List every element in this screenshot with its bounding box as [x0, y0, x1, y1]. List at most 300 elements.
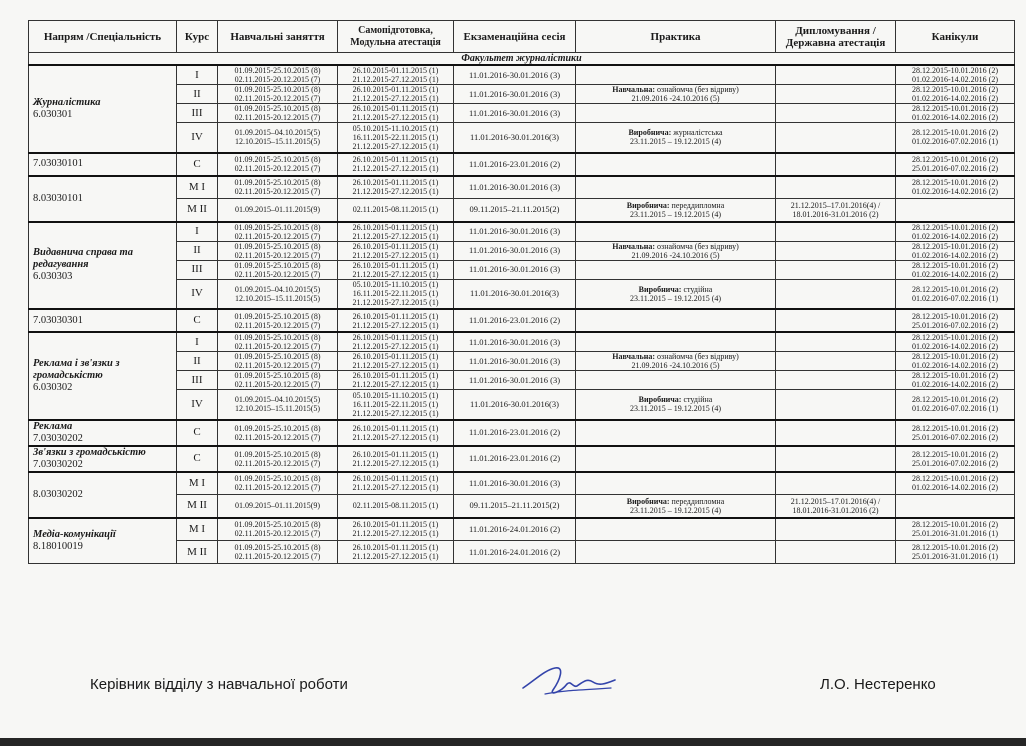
direction-name: Журналістика	[33, 96, 101, 108]
selfstudy-cell	[338, 279, 454, 309]
direction-cell	[29, 153, 177, 176]
selfstudy-cell	[338, 65, 454, 85]
cell-line: 01.02.2016-07.02.2016 (1)	[912, 293, 998, 303]
exam-cell: 11.01.2016-30.01.2016 (3)	[454, 241, 576, 260]
practice-kind: ознайомча (без відриву)	[657, 241, 739, 251]
cell-line: 01.09.2015–04.10.2015(5)	[234, 284, 321, 294]
selfstudy-cell	[338, 495, 454, 518]
signature-icon	[515, 660, 625, 702]
practice-cell	[576, 541, 776, 564]
holidays-cell	[896, 352, 1015, 371]
holidays-cell	[896, 446, 1015, 472]
cell-line: 16.11.2015-22.11.2015 (1)	[352, 289, 439, 299]
classes-cell	[218, 390, 338, 420]
practice-type: Навчальна:	[612, 352, 656, 361]
course-cell: II	[177, 241, 218, 260]
practice-cell	[576, 446, 776, 472]
classes-cell	[218, 371, 338, 390]
diploma-cell	[776, 65, 896, 85]
selfstudy-cell	[338, 541, 454, 564]
diploma-cell	[776, 518, 896, 541]
diploma-cell	[776, 153, 896, 176]
cell-line: 21.12.2015–17.01.2016(4) /	[790, 496, 881, 506]
cell-line: 25.01.2016-07.02.2016 (2)	[912, 432, 998, 442]
practice-cell	[576, 199, 776, 222]
diploma-cell	[776, 104, 896, 123]
cell-line: 12.10.2015–15.11.2015(5)	[234, 137, 321, 147]
practice-type: Виробнича:	[626, 200, 670, 210]
classes-cell	[218, 279, 338, 309]
selfstudy-cell	[338, 176, 454, 199]
direction-name: Видавнича справа та редагування	[33, 247, 133, 271]
schedule-document	[28, 20, 1014, 564]
table-row	[29, 518, 1015, 541]
cell-line: 01.09.2015-25.10.2015 (8)	[234, 66, 321, 75]
practice-cell	[576, 65, 776, 85]
practice-type: Виробнича:	[628, 128, 672, 138]
scan-edge-bar	[0, 738, 1026, 746]
cell-line: 28.12.2015-10.01.2016 (2)	[912, 311, 998, 321]
selfstudy-cell	[338, 222, 454, 242]
cell-line: 26.10.2015-01.11.2015 (1)	[352, 241, 439, 251]
schedule-table	[28, 20, 1015, 564]
classes-cell	[218, 495, 338, 518]
classes-cell	[218, 104, 338, 123]
selfstudy-cell	[338, 153, 454, 176]
selfstudy-cell	[338, 199, 454, 222]
cell-line: 21.12.2015-27.12.2015 (1)	[352, 361, 439, 370]
direction-cell	[29, 446, 177, 472]
direction-name: Реклама і зв'язки з громадськістю	[33, 357, 120, 381]
direction-cell	[29, 222, 177, 310]
cell-line: 26.10.2015-01.11.2015 (1)	[352, 178, 439, 188]
direction-code: 7.03030101	[33, 158, 83, 169]
table-row	[29, 153, 1015, 176]
course-cell: С	[177, 446, 218, 472]
direction-code: 8.03030101	[33, 192, 83, 204]
classes-cell	[218, 472, 338, 495]
practice-type: Виробнича:	[626, 496, 670, 506]
cell-line: 01.02.2016-14.02.2016 (2)	[912, 250, 998, 260]
exam-cell: 11.01.2016-30.01.2016 (3)	[454, 332, 576, 352]
practice-cell	[576, 309, 776, 332]
holidays-cell	[896, 260, 1015, 279]
diploma-cell	[776, 85, 896, 104]
exam-cell: 09.11.2015–21.11.2015(2)	[454, 199, 576, 222]
table-row	[29, 65, 1015, 85]
practice-cell	[576, 176, 776, 199]
practice-dates: 21.09.2016 -24.10.2016 (5)	[631, 250, 720, 260]
cell-line: 25.01.2016-07.02.2016 (2)	[912, 458, 998, 468]
course-cell: I	[177, 332, 218, 352]
cell-line: 05.10.2015-11.10.2015 (1)	[352, 390, 439, 400]
cell-line: 21.12.2015-27.12.2015 (1)	[352, 380, 439, 389]
cell-line: 01.09.2015-25.10.2015 (8)	[234, 543, 321, 552]
cell-line: 02.11.2015-20.12.2015 (7)	[234, 94, 321, 103]
header-classes: Навчальні заняття	[218, 21, 338, 53]
exam-cell: 11.01.2016-30.01.2016(3)	[454, 123, 576, 153]
diploma-cell	[776, 332, 896, 352]
cell-line: 26.10.2015-01.11.2015 (1)	[352, 449, 439, 459]
selfstudy-cell	[338, 518, 454, 541]
diploma-cell	[776, 199, 896, 222]
cell-line: 28.12.2015-10.01.2016 (2)	[912, 449, 998, 459]
cell-line: 26.10.2015-01.11.2015 (1)	[352, 352, 439, 361]
selfstudy-cell	[338, 420, 454, 446]
cell-line: 01.09.2015–01.11.2015(9)	[234, 205, 321, 215]
cell-line: 16.11.2015-22.11.2015 (1)	[352, 132, 439, 142]
cell-line: 01.09.2015–01.11.2015(9)	[234, 501, 321, 511]
cell-line: 28.12.2015-10.01.2016 (2)	[912, 155, 998, 164]
diploma-cell	[776, 176, 896, 199]
schedule-body	[29, 65, 1015, 564]
exam-cell: 11.01.2016-30.01.2016 (3)	[454, 222, 576, 242]
faculty-title: Факультет журналістики	[29, 53, 1015, 66]
course-cell: М ІІ	[177, 495, 218, 518]
exam-cell: 11.01.2016-30.01.2016 (3)	[454, 371, 576, 390]
header-diploma: Дипломування / Державна атестація	[776, 21, 896, 53]
holidays-cell	[896, 420, 1015, 446]
cell-line: 01.02.2016-14.02.2016 (2)	[912, 483, 998, 493]
cell-line: 28.12.2015-10.01.2016 (2)	[912, 104, 998, 113]
cell-line: 26.10.2015-01.11.2015 (1)	[352, 474, 439, 484]
table-row	[29, 279, 1015, 309]
course-cell: М І	[177, 176, 218, 199]
table-row	[29, 332, 1015, 352]
direction-cell	[29, 420, 177, 446]
cell-line: 25.01.2016-31.01.2016 (1)	[912, 529, 998, 539]
practice-kind: ознайомча (без відриву)	[657, 352, 739, 361]
classes-cell	[218, 153, 338, 176]
table-row	[29, 309, 1015, 332]
holidays-cell	[896, 332, 1015, 352]
cell-line: 01.09.2015-25.10.2015 (8)	[234, 333, 321, 342]
exam-cell: 11.01.2016-30.01.2016(3)	[454, 279, 576, 309]
cell-line: 01.09.2015-25.10.2015 (8)	[234, 104, 321, 113]
direction-cell	[29, 176, 177, 222]
diploma-cell	[776, 390, 896, 420]
header-holidays: Канікули	[896, 21, 1015, 53]
classes-cell	[218, 446, 338, 472]
cell-line: 25.01.2016-07.02.2016 (2)	[912, 164, 998, 173]
course-cell: I	[177, 222, 218, 242]
selfstudy-cell	[338, 371, 454, 390]
cell-line: 18.01.2016-31.01.2016 (2)	[792, 209, 879, 219]
cell-line: 02.11.2015-20.12.2015 (7)	[234, 75, 321, 84]
header-course: Курс	[177, 21, 218, 53]
practice-cell	[576, 390, 776, 420]
cell-line: 21.12.2015-27.12.2015 (1)	[352, 529, 439, 539]
cell-line: 21.12.2015-27.12.2015 (1)	[352, 164, 439, 173]
classes-cell	[218, 260, 338, 279]
course-cell: II	[177, 85, 218, 104]
cell-line: 02.11.2015-20.12.2015 (7)	[234, 231, 321, 241]
diploma-cell	[776, 420, 896, 446]
table-row	[29, 390, 1015, 420]
direction-name: Реклама	[33, 420, 73, 432]
practice-cell	[576, 495, 776, 518]
footer-position: Керівник відділу з навчальної роботи	[90, 676, 348, 693]
course-cell: С	[177, 420, 218, 446]
classes-cell	[218, 176, 338, 199]
cell-line: 28.12.2015-10.01.2016 (2)	[912, 333, 998, 342]
cell-line: 28.12.2015-10.01.2016 (2)	[912, 128, 998, 138]
cell-line: 28.12.2015-10.01.2016 (2)	[912, 260, 998, 270]
holidays-cell	[896, 495, 1015, 518]
cell-line: 28.12.2015-10.01.2016 (2)	[912, 423, 998, 433]
selfstudy-cell	[338, 85, 454, 104]
holidays-cell	[896, 309, 1015, 332]
diploma-cell	[776, 260, 896, 279]
classes-cell	[218, 85, 338, 104]
cell-line: 26.10.2015-01.11.2015 (1)	[352, 371, 439, 380]
cell-line: 21.12.2015-27.12.2015 (1)	[352, 94, 439, 103]
practice-type: Навчальна:	[612, 85, 656, 94]
direction-cell	[29, 332, 177, 420]
cell-line: 02.11.2015-20.12.2015 (7)	[234, 113, 321, 122]
cell-line: 21.12.2015-27.12.2015 (1)	[352, 187, 439, 197]
cell-line: 02.11.2015-20.12.2015 (7)	[234, 432, 321, 442]
cell-line: 02.11.2015-20.12.2015 (7)	[234, 361, 321, 370]
header-exam: Екзаменаційна сесія	[454, 21, 576, 53]
classes-cell	[218, 420, 338, 446]
cell-line: 12.10.2015–15.11.2015(5)	[234, 404, 321, 414]
cell-line: 01.09.2015-25.10.2015 (8)	[234, 85, 321, 94]
holidays-cell	[896, 371, 1015, 390]
holidays-cell	[896, 153, 1015, 176]
exam-cell: 11.01.2016-23.01.2016 (2)	[454, 446, 576, 472]
course-cell: М І	[177, 518, 218, 541]
cell-line: 28.12.2015-10.01.2016 (2)	[912, 241, 998, 251]
holidays-cell	[896, 85, 1015, 104]
exam-cell: 11.01.2016-23.01.2016 (2)	[454, 309, 576, 332]
diploma-cell	[776, 309, 896, 332]
selfstudy-cell	[338, 390, 454, 420]
cell-line: 21.12.2015-27.12.2015 (1)	[352, 141, 439, 151]
cell-line: 28.12.2015-10.01.2016 (2)	[912, 543, 998, 552]
cell-line: 01.09.2015–04.10.2015(5)	[234, 395, 321, 405]
cell-line: 01.09.2015-25.10.2015 (8)	[234, 260, 321, 270]
cell-line: 01.02.2016-14.02.2016 (2)	[912, 113, 998, 122]
cell-line: 21.12.2015-27.12.2015 (1)	[352, 483, 439, 493]
holidays-cell	[896, 518, 1015, 541]
table-row	[29, 371, 1015, 390]
selfstudy-cell	[338, 352, 454, 371]
diploma-cell	[776, 371, 896, 390]
practice-kind: переддипломна	[671, 200, 725, 210]
diploma-cell	[776, 495, 896, 518]
practice-kind: переддипломна	[671, 496, 725, 506]
cell-line: 26.10.2015-01.11.2015 (1)	[352, 155, 439, 164]
selfstudy-cell	[338, 332, 454, 352]
selfstudy-cell	[338, 309, 454, 332]
diploma-cell	[776, 446, 896, 472]
cell-line: 02.11.2015-20.12.2015 (7)	[234, 269, 321, 279]
footer	[0, 672, 1026, 702]
cell-line: 01.02.2016-14.02.2016 (2)	[912, 342, 998, 351]
classes-cell	[218, 541, 338, 564]
cell-line: 02.11.2015-20.12.2015 (7)	[234, 483, 321, 493]
direction-cell	[29, 65, 177, 153]
practice-type: Виробнича:	[638, 284, 682, 294]
direction-name: Зв'язки з громадськістю	[33, 446, 146, 458]
cell-line: 25.01.2016-31.01.2016 (1)	[912, 552, 998, 561]
table-row	[29, 241, 1015, 260]
direction-code: 6.030301	[33, 108, 73, 120]
exam-cell: 11.01.2016-30.01.2016 (3)	[454, 260, 576, 279]
cell-line: 02.11.2015-20.12.2015 (7)	[234, 187, 321, 197]
cell-line: 01.09.2015-25.10.2015 (8)	[234, 520, 321, 530]
practice-cell	[576, 352, 776, 371]
direction-code: 7.03030202	[33, 458, 83, 470]
practice-cell	[576, 85, 776, 104]
cell-line: 02.11.2015-20.12.2015 (7)	[234, 529, 321, 539]
practice-cell	[576, 279, 776, 309]
cell-line: 26.10.2015-01.11.2015 (1)	[352, 85, 439, 94]
exam-cell: 11.01.2016-24.01.2016 (2)	[454, 541, 576, 564]
table-row	[29, 495, 1015, 518]
diploma-cell	[776, 352, 896, 371]
cell-line: 01.09.2015-25.10.2015 (8)	[234, 155, 321, 164]
holidays-cell	[896, 199, 1015, 222]
table-row	[29, 85, 1015, 104]
practice-cell	[576, 153, 776, 176]
practice-cell	[576, 332, 776, 352]
cell-line: 01.02.2016-14.02.2016 (2)	[912, 187, 998, 197]
selfstudy-cell	[338, 260, 454, 279]
selfstudy-cell	[338, 123, 454, 153]
cell-line: 01.09.2015-25.10.2015 (8)	[234, 241, 321, 251]
direction-name: Медіа-комунікації	[33, 528, 116, 540]
cell-line: 26.10.2015-01.11.2015 (1)	[352, 333, 439, 342]
cell-line: 28.12.2015-10.01.2016 (2)	[912, 371, 998, 380]
classes-cell	[218, 518, 338, 541]
cell-line: 21.12.2015–17.01.2016(4) /	[790, 200, 881, 210]
practice-type: Навчальна:	[612, 241, 656, 251]
course-cell: С	[177, 309, 218, 332]
practice-cell	[576, 222, 776, 242]
header-practice: Практика	[576, 21, 776, 53]
practice-cell	[576, 371, 776, 390]
cell-line: 21.12.2015-27.12.2015 (1)	[352, 269, 439, 279]
cell-line: 26.10.2015-01.11.2015 (1)	[352, 311, 439, 321]
faculty-row	[29, 53, 1015, 66]
course-cell: М ІІ	[177, 541, 218, 564]
cell-line: 02.11.2015-20.12.2015 (7)	[234, 342, 321, 351]
holidays-cell	[896, 390, 1015, 420]
table-row	[29, 541, 1015, 564]
table-row	[29, 420, 1015, 446]
diploma-cell	[776, 123, 896, 153]
practice-dates: 23.11.2015 – 19.12.2015 (4)	[629, 293, 722, 303]
practice-dates: 21.09.2016 -24.10.2016 (5)	[631, 94, 720, 103]
classes-cell	[218, 222, 338, 242]
table-row	[29, 123, 1015, 153]
cell-line: 26.10.2015-01.11.2015 (1)	[352, 66, 439, 75]
exam-cell: 11.01.2016-30.01.2016 (3)	[454, 104, 576, 123]
cell-line: 02.11.2015-20.12.2015 (7)	[234, 458, 321, 468]
cell-line: 01.02.2016-14.02.2016 (2)	[912, 380, 998, 389]
cell-line: 28.12.2015-10.01.2016 (2)	[912, 178, 998, 188]
practice-kind: студійна	[683, 284, 713, 294]
selfstudy-cell	[338, 446, 454, 472]
exam-cell: 11.01.2016-30.01.2016 (3)	[454, 176, 576, 199]
cell-line: 01.09.2015-25.10.2015 (8)	[234, 474, 321, 484]
classes-cell	[218, 123, 338, 153]
course-cell: IV	[177, 390, 218, 420]
header-selfstudy: Самопідготовка, Модульна атестація	[338, 21, 454, 53]
course-cell: II	[177, 352, 218, 371]
direction-code: 7.03030202	[33, 432, 83, 444]
selfstudy-cell	[338, 241, 454, 260]
practice-cell	[576, 104, 776, 123]
cell-line: 02.11.2015-08.11.2015 (1)	[352, 205, 439, 215]
direction-cell	[29, 518, 177, 564]
cell-line: 28.12.2015-10.01.2016 (2)	[912, 284, 998, 294]
cell-line: 01.09.2015-25.10.2015 (8)	[234, 352, 321, 361]
holidays-cell	[896, 541, 1015, 564]
course-cell: I	[177, 65, 218, 85]
classes-cell	[218, 199, 338, 222]
cell-line: 01.09.2015-25.10.2015 (8)	[234, 222, 321, 232]
cell-line: 05.10.2015-11.10.2015 (1)	[352, 280, 439, 290]
cell-line: 21.12.2015-27.12.2015 (1)	[352, 552, 439, 561]
practice-dates: 21.09.2016 -24.10.2016 (5)	[631, 361, 720, 370]
holidays-cell	[896, 65, 1015, 85]
cell-line: 01.02.2016-14.02.2016 (2)	[912, 75, 998, 84]
practice-cell	[576, 518, 776, 541]
header-row	[29, 21, 1015, 53]
cell-line: 26.10.2015-01.11.2015 (1)	[352, 104, 439, 113]
exam-cell: 11.01.2016-23.01.2016 (2)	[454, 420, 576, 446]
direction-cell	[29, 472, 177, 518]
classes-cell	[218, 332, 338, 352]
footer-signer-name: Л.О. Нестеренко	[820, 676, 936, 693]
course-cell: IV	[177, 279, 218, 309]
practice-dates: 23.11.2015 – 19.12.2015 (4)	[629, 404, 722, 414]
table-row	[29, 104, 1015, 123]
practice-type: Виробнича:	[638, 395, 682, 405]
cell-line: 28.12.2015-10.01.2016 (2)	[912, 85, 998, 94]
cell-line: 21.12.2015-27.12.2015 (1)	[352, 432, 439, 442]
practice-dates: 23.11.2015 – 19.12.2015 (4)	[629, 209, 722, 219]
selfstudy-cell	[338, 472, 454, 495]
cell-line: 01.02.2016-07.02.2016 (1)	[912, 137, 998, 147]
exam-cell: 11.01.2016-30.01.2016 (3)	[454, 65, 576, 85]
holidays-cell	[896, 222, 1015, 242]
practice-cell	[576, 123, 776, 153]
cell-line: 21.12.2015-27.12.2015 (1)	[352, 298, 439, 308]
exam-cell: 11.01.2016-24.01.2016 (2)	[454, 518, 576, 541]
cell-line: 28.12.2015-10.01.2016 (2)	[912, 474, 998, 484]
practice-dates: 23.11.2015 – 19.12.2015 (4)	[629, 137, 722, 147]
classes-cell	[218, 65, 338, 85]
direction-code: 7.03030301	[33, 314, 83, 326]
cell-line: 02.11.2015-20.12.2015 (7)	[234, 380, 321, 389]
cell-line: 01.09.2015-25.10.2015 (8)	[234, 423, 321, 433]
cell-line: 02.11.2015-20.12.2015 (7)	[234, 552, 321, 561]
direction-code: 6.030303	[33, 271, 73, 283]
header-direction: Напрям /Спеціальність	[29, 21, 177, 53]
direction-code: 6.030302	[33, 381, 73, 393]
cell-line: 26.10.2015-01.11.2015 (1)	[352, 260, 439, 270]
diploma-cell	[776, 222, 896, 242]
cell-line: 02.11.2015-20.12.2015 (7)	[234, 250, 321, 260]
cell-line: 26.10.2015-01.11.2015 (1)	[352, 222, 439, 232]
diploma-cell	[776, 241, 896, 260]
exam-cell: 11.01.2016-23.01.2016 (2)	[454, 153, 576, 176]
cell-line: 28.12.2015-10.01.2016 (2)	[912, 395, 998, 405]
